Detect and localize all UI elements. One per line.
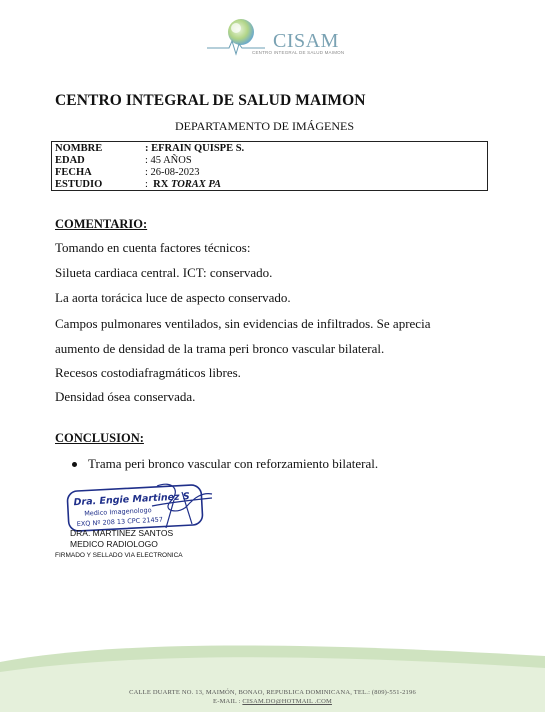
footer-address: CALLE DUARTE NO. 13, MAIMÓN, BONAO, REPUBLICA DOMINICANA, TEL.: (809)-551-2196 bbox=[129, 689, 416, 696]
conclusion-item: Trama peri bronco vascular con reforzamiento bilateral. bbox=[88, 456, 379, 471]
study-prefix: : bbox=[145, 179, 154, 190]
age-label: EDAD bbox=[55, 155, 85, 166]
svg-text:EXQ Nº 208 13 CPC 21457: EXQ Nº 208 13 CPC 21457 bbox=[76, 515, 164, 529]
svg-text:Medico Imagenologo: Medico Imagenologo bbox=[84, 506, 152, 518]
name-label: NOMBRE bbox=[55, 143, 103, 154]
patient-name-row bbox=[55, 143, 244, 155]
signed-note: FIRMADO Y SELLADO VIA ELECTRONICA bbox=[55, 552, 183, 559]
study-view: TORAX PA bbox=[170, 179, 222, 190]
patient-study-row bbox=[55, 179, 221, 191]
footer-email-row bbox=[0, 698, 545, 705]
doctor-title: MEDICO RADIOLOGO bbox=[70, 539, 158, 549]
svg-text:Dra. Engie Martinez S: Dra. Engie Martinez S bbox=[73, 491, 190, 509]
patient-age-row bbox=[55, 155, 192, 167]
bullet-icon bbox=[72, 462, 77, 467]
doctor-signature-block bbox=[70, 528, 173, 550]
conclusion-heading: CONCLUSION: bbox=[55, 431, 144, 445]
comment-line: Densidad ósea conservada. bbox=[55, 389, 196, 404]
study-type: RX bbox=[153, 179, 171, 190]
patient-info-box bbox=[51, 141, 488, 191]
study-label: ESTUDIO bbox=[55, 179, 103, 190]
patient-date-row bbox=[55, 167, 200, 179]
age-value: : 45 AÑOS bbox=[145, 155, 192, 166]
doctor-name: DRA. MARTINEZ SANTOS bbox=[70, 528, 174, 538]
page-title: CENTRO INTEGRAL DE SALUD MAIMON bbox=[55, 92, 366, 109]
comment-line: aumento de densidad de la trama peri bronco vascular bilateral. bbox=[55, 341, 385, 356]
comment-line: La aorta torácica luce de aspecto conservado. bbox=[55, 290, 291, 305]
comment-heading: COMENTARIO: bbox=[55, 217, 148, 231]
name-value: : EFRAIN QUISPE S. bbox=[145, 143, 245, 154]
comment-line: Tomando en cuenta factores técnicos: bbox=[55, 240, 251, 255]
signature-stamp-icon bbox=[62, 480, 222, 532]
logo-tagline: CENTRO INTEGRAL DE SALUD MAIMON bbox=[252, 50, 345, 55]
date-label: FECHA bbox=[55, 167, 92, 178]
footer-email-link[interactable]: CISAM.DO@HOTMAIL .COM bbox=[242, 698, 332, 705]
logo-brand: CISAM bbox=[273, 30, 339, 52]
comment-line: Silueta cardiaca central. ICT: conservado. bbox=[55, 265, 273, 280]
department-subtitle: DEPARTAMENTO DE IMÁGENES bbox=[175, 119, 354, 133]
footer-email-label: E-MAIL : bbox=[213, 698, 243, 705]
date-value: : 26-08-2023 bbox=[145, 167, 200, 178]
comment-line: Recesos costodiafragmáticos libres. bbox=[55, 365, 241, 380]
study-value bbox=[145, 179, 221, 191]
comment-line: Campos pulmonares ventilados, sin evidencias de infiltrados. Se aprecia bbox=[55, 316, 431, 331]
